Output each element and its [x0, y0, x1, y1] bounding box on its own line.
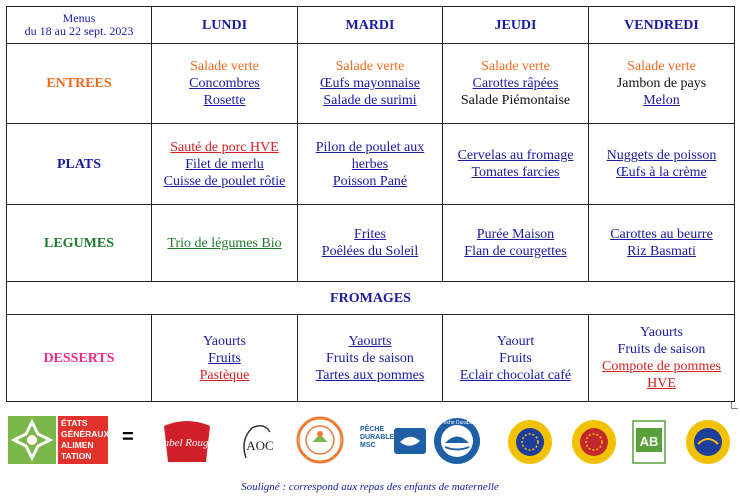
- ab-text: AB: [639, 434, 659, 449]
- dish: HVE: [647, 376, 676, 391]
- date-range: du 18 au 22 sept. 2023: [24, 24, 134, 38]
- desserts-tuesday: [298, 315, 443, 402]
- dish: Tartes aux pommes: [315, 367, 425, 383]
- footnote: Souligné : correspond aux repas des enfants de maternelle: [241, 481, 499, 493]
- desserts-monday: [152, 315, 298, 402]
- hve-seal-icon: [296, 416, 344, 464]
- msc-text: PÊCHE: [360, 426, 385, 433]
- category-fromages: FROMAGES: [7, 282, 735, 315]
- day-header-monday: LUNDI: [152, 7, 298, 44]
- legumes-tuesday: [298, 205, 443, 282]
- dish: Poisson Pané: [332, 173, 408, 189]
- label-rouge-text: label Rouge: [160, 437, 214, 449]
- day-header-thursday: JEUDI: [443, 7, 589, 44]
- plats-friday: [589, 124, 735, 205]
- dish: Yaourt: [496, 333, 535, 349]
- menu-title-cell: [7, 7, 152, 44]
- entrees-row: [7, 44, 735, 124]
- aoc-text: AOC: [246, 438, 274, 453]
- egalim-line: TATION: [61, 451, 92, 461]
- dish: Salade verte: [190, 59, 259, 74]
- dish: Sauté de porc HVE: [170, 139, 279, 155]
- dish: Salade verte: [335, 59, 405, 74]
- egalim-text-badge: [58, 416, 108, 464]
- dish: Tomates farcies: [471, 165, 560, 180]
- dish: Yaourts: [203, 333, 246, 349]
- dish: Pilon de poulet aux: [315, 139, 425, 155]
- desserts-thursday: [443, 315, 589, 402]
- plats-row: [7, 124, 735, 205]
- dish: Salade verte: [481, 59, 550, 74]
- dish: Nuggets de poisson: [606, 148, 717, 163]
- dish: Compote de pommes: [602, 359, 721, 374]
- egalim-leaf-icon: [8, 416, 56, 464]
- entrees-thursday: [443, 44, 589, 124]
- dish: Rosette: [203, 93, 246, 108]
- dish: Flan de courgettes: [464, 244, 567, 259]
- category-entrees: ENTREES: [7, 44, 152, 124]
- msc-text: DURABLE: [360, 434, 395, 441]
- msc-label-icon: [358, 422, 428, 460]
- aoc-icon: [236, 420, 280, 464]
- eu-stg-seal-icon: [506, 418, 554, 466]
- dish: Fruits de saison: [326, 350, 414, 366]
- category-plats: PLATS: [7, 124, 152, 205]
- dish: Cervelas au fromage: [457, 148, 574, 163]
- legumes-row: [7, 205, 735, 282]
- category-desserts: DESSERTS: [7, 315, 152, 402]
- eu-aop-seal-icon: [570, 418, 618, 466]
- dish: herbes: [351, 156, 389, 172]
- table-resize-handle[interactable]: [731, 402, 738, 409]
- dish: Œufs mayonnaise: [320, 76, 420, 91]
- egalim-line: ÉTATS: [61, 418, 88, 428]
- dish: Riz Basmati: [627, 244, 696, 259]
- dish: Carottes râpées: [472, 76, 559, 91]
- peche-durable-text: Pêche Durable: [440, 420, 474, 426]
- day-header-tuesday: MARDI: [298, 7, 443, 44]
- egalim-line: ALIMEN: [61, 440, 94, 450]
- equals-sign: =: [122, 426, 134, 448]
- dish: Trio de légumes Bio: [167, 235, 282, 251]
- legumes-monday: [152, 205, 298, 282]
- peche-durable-icon: [432, 416, 482, 466]
- header-row: [7, 7, 735, 44]
- dish: Fruits: [499, 350, 532, 366]
- dish: Frites: [354, 227, 386, 242]
- dish: Pastèque: [199, 367, 250, 383]
- ab-organic-icon: [632, 420, 666, 464]
- egalim-line: GÉNÉRAUX: [61, 429, 110, 439]
- entrees-monday: [152, 44, 298, 124]
- desserts-friday: [589, 315, 735, 402]
- dish: Salade Piémontaise: [460, 93, 571, 108]
- legumes-thursday: [443, 205, 589, 282]
- dish: Eclair chocolat café: [459, 367, 572, 383]
- dish: Filet de merlu: [185, 156, 264, 172]
- menus-label: Menus: [62, 11, 96, 25]
- dish: Carottes au beurre: [610, 227, 713, 242]
- day-header-friday: VENDREDI: [589, 7, 735, 44]
- plats-monday: [152, 124, 298, 205]
- quality-labels-strip: [0, 412, 740, 474]
- legumes-friday: [589, 205, 735, 282]
- entrees-friday: [589, 44, 735, 124]
- fromages-row: [7, 282, 735, 315]
- plats-thursday: [443, 124, 589, 205]
- dish: Œufs à la crème: [616, 165, 707, 180]
- desserts-row: [7, 315, 735, 402]
- dish: Salade de surimi: [323, 93, 417, 108]
- entrees-tuesday: [298, 44, 443, 124]
- dish: Jambon de pays: [616, 76, 707, 91]
- label-rouge-icon: [160, 418, 214, 464]
- dish: Purée Maison: [476, 227, 555, 242]
- dish: Fruits: [208, 350, 241, 366]
- eu-igp-seal-icon: [684, 418, 732, 466]
- plats-tuesday: [298, 124, 443, 205]
- dish: Fruits de saison: [617, 342, 706, 357]
- dish: Poêlées du Soleil: [321, 244, 419, 259]
- msc-text: MSC: [360, 442, 376, 449]
- category-legumes: LEGUMES: [7, 205, 152, 282]
- dish: Cuisse de poulet rôtie: [163, 173, 286, 189]
- dish: Yaourts: [348, 333, 392, 349]
- dish: Yaourts: [640, 325, 683, 340]
- dish: Melon: [643, 93, 680, 108]
- dish: Salade verte: [627, 59, 696, 74]
- menu-table: [6, 6, 735, 402]
- dish: Concombres: [189, 76, 260, 91]
